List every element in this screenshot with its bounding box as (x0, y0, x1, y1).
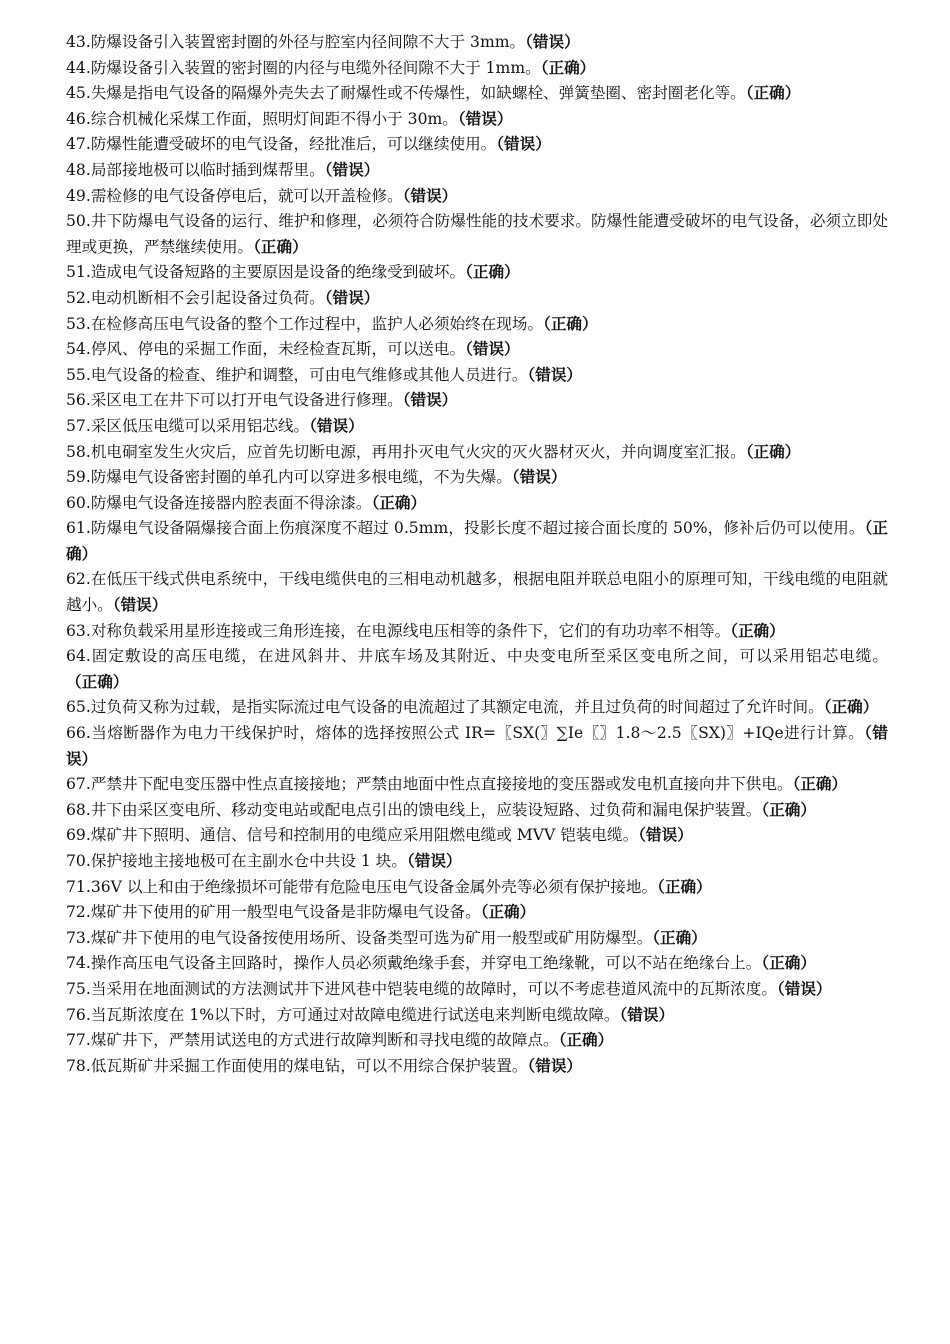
answer-label: （正确） (543, 314, 598, 333)
question-text: 井下由采区变电所、移动变电站或配电点引出的馈电线上，应装设短路、过负荷和漏电保护装置。 (90, 800, 762, 819)
question-item (66, 465, 888, 491)
question-number: 70. (66, 852, 91, 870)
question-number: 49. (66, 186, 91, 205)
question-text: 综合机械化采煤工作面，照明灯间距不得小于 30m。 (90, 109, 458, 128)
question-number: 65. (66, 698, 91, 717)
question-number: 78. (66, 1056, 91, 1075)
question-item (66, 721, 888, 772)
question-text: 电气设备的检查、维护和调整，可由电气维修或其他人员进行。 (90, 365, 528, 384)
question-number: 48. (66, 160, 91, 179)
question-item (66, 132, 888, 158)
answer-label: （错误） (402, 186, 458, 205)
question-number: 50. (66, 212, 91, 231)
question-text: 对称负载采用星形连接或三角形连接，在电源线电压相等的条件下，它们的有功功率不相等。 (90, 621, 731, 640)
question-number: 52. (66, 288, 91, 307)
question-item (66, 158, 888, 184)
question-number: 51. (66, 263, 91, 282)
question-number: 45. (66, 84, 91, 103)
question-item (66, 875, 888, 901)
question-text: 防爆电气设备隔爆接合面上伤痕深度不超过 0.5mm，投影长度不超过接合面长度的 50%，修补后仍可以使用。 (90, 519, 865, 538)
question-item (66, 1028, 888, 1054)
question-text: 在低压干线式供电系统中，干线电缆供电的三相电动机越多，根据电阻并联总电阻小的原理可知，干线电缆的电阻就越小。 (66, 570, 888, 615)
question-item (66, 107, 888, 133)
question-item (66, 440, 888, 466)
question-number: 47. (66, 135, 91, 154)
question-text: 电动机断相不会引起设备过负荷。 (90, 288, 325, 307)
question-number: 69. (66, 826, 91, 845)
question-text: 操作高压电气设备主回路时，操作人员必须戴绝缘手套，并穿电工绝缘靴，可以不站在绝缘台上。 (90, 954, 762, 973)
answer-label: （错误） (496, 135, 551, 154)
question-item (66, 619, 888, 645)
question-item (66, 900, 888, 926)
question-item (66, 337, 888, 363)
question-item (66, 567, 888, 618)
question-number: 63. (66, 621, 91, 640)
question-number: 56. (66, 391, 91, 410)
question-text: 当采用在地面测试的方法测试井下进风巷中铠装电缆的故障时，可以不考虑巷道风流中的瓦斯浓度。 (90, 979, 777, 998)
question-number: 43. (66, 33, 91, 51)
answer-label: （错误） (465, 340, 520, 359)
question-number: 76. (66, 1005, 91, 1024)
answer-label: （正确） (657, 877, 712, 896)
question-number: 71. (66, 877, 91, 896)
question-item (66, 798, 888, 824)
question-item (66, 30, 888, 56)
answer-label: （正确） (823, 698, 879, 717)
question-text: 煤矿井下使用的矿用一般型电气设备是非防爆电气设备。 (90, 903, 481, 922)
answer-label: （错误） (638, 826, 693, 845)
question-item (66, 286, 888, 312)
answer-label: （错误） (309, 416, 364, 435)
answer-label: （错误） (402, 391, 458, 410)
question-number: 53. (66, 314, 91, 333)
question-item (66, 414, 888, 440)
answer-label: （错误） (776, 979, 832, 998)
question-text: 机电硐室发生火灾后，应首先切断电源，再用扑灭电气火灾的灭火器材灭火，并向调度室汇报。 (90, 442, 746, 461)
question-item (66, 516, 888, 567)
question-text: 36V 以上和由于绝缘损坏可能带有危险电压电气设备金属外壳等必须有保护接地。 (90, 877, 658, 896)
question-text: 防爆电气设备连接器内腔表面不得涂漆。 (90, 493, 372, 512)
question-number: 44. (66, 58, 91, 77)
answer-label: （正确） (371, 493, 427, 512)
question-item (66, 312, 888, 338)
question-item (66, 260, 888, 286)
question-number: 61. (66, 519, 91, 538)
question-item (66, 491, 888, 517)
question-text: 在检修高压电气设备的整个工作过程中，监护人必须始终在现场。 (90, 314, 544, 333)
question-number: 46. (66, 109, 91, 128)
question-text: 需检修的电气设备停电后，就可以开盖检修。 (90, 186, 403, 205)
question-number: 74. (66, 954, 91, 973)
question-number: 72. (66, 903, 91, 922)
question-number: 66. (66, 724, 91, 743)
question-item (66, 184, 888, 210)
answer-label: （正确） (745, 442, 801, 461)
answer-label: （正确） (540, 58, 596, 77)
question-number: 67. (66, 775, 91, 794)
question-number: 54. (66, 340, 91, 359)
answer-label: （正确） (66, 519, 888, 563)
question-text: 当熔断器作为电力干线保护时，熔体的选择按照公式 IR=〖SX(〗∑Ie〖〗1.8～2.5〖SX)〗+IQe进行计算。 (90, 724, 865, 743)
question-number: 77. (66, 1031, 91, 1050)
question-text: 低瓦斯矿井采掘工作面使用的煤电钻，可以不用综合保护装置。 (90, 1056, 528, 1075)
question-number: 58. (66, 442, 91, 461)
question-item (66, 81, 888, 107)
answer-label: （错误） (457, 109, 513, 128)
question-number: 62. (66, 570, 91, 589)
answer-label: （错误） (112, 596, 168, 615)
question-item (66, 849, 888, 875)
question-text: 采区低压电缆可以采用铝芯线。 (90, 416, 310, 435)
question-item (66, 56, 888, 82)
answer-label: （正确） (761, 800, 816, 819)
question-number: 55. (66, 365, 91, 384)
answer-label: （错误） (619, 1005, 675, 1024)
question-text: 严禁井下配电变压器中性点直接接地；严禁由地面中性点直接接地的变压器或发电机直接向井下供电。 (90, 775, 793, 794)
question-text: 防爆电气设备密封圈的单孔内可以穿进多根电缆，不为失爆。 (90, 468, 512, 487)
question-item (66, 388, 888, 414)
answer-label: （错误） (527, 365, 583, 384)
question-number: 64. (66, 647, 91, 666)
answer-label: （正确） (792, 775, 848, 794)
question-text: 防爆性能遭受破坏的电气设备，经批准后，可以继续使用。 (90, 135, 497, 154)
answer-label: （正确） (253, 237, 308, 256)
question-item (66, 644, 888, 695)
question-number: 59. (66, 468, 91, 487)
question-text: 保护接地主接地极可在主副水仓中共设 1 块。 (90, 852, 407, 870)
question-text: 局部接地极可以临时插到煤帮里。 (90, 160, 325, 179)
question-text: 失爆是指电气设备的隔爆外壳失去了耐爆性或不传爆性，如缺螺栓、弹簧垫圈、密封圈老化等。 (90, 84, 746, 103)
question-item (66, 363, 888, 389)
question-item (66, 1054, 888, 1080)
question-item (66, 951, 888, 977)
question-text: 停风、停电的采掘工作面，未经检查瓦斯，可以送电。 (90, 340, 466, 359)
answer-label: （错误） (324, 288, 380, 307)
question-item (66, 695, 888, 721)
question-text: 防爆设备引入装置的密封圈的内径与电缆外径间隙不大于 1mm。 (90, 58, 541, 77)
answer-label: （正确） (66, 672, 129, 691)
question-item (66, 977, 888, 1003)
answer-label: （正确） (465, 263, 520, 282)
answer-label: （错误） (511, 468, 567, 487)
question-number: 60. (66, 493, 91, 512)
answer-label: （正确） (745, 84, 801, 103)
question-item (66, 823, 888, 849)
question-item (66, 209, 888, 260)
question-number: 73. (66, 928, 91, 947)
question-number: 57. (66, 416, 91, 435)
question-text: 造成电气设备短路的主要原因是设备的绝缘受到破坏。 (90, 263, 466, 282)
question-number: 75. (66, 979, 91, 998)
answer-label: （错误） (324, 160, 380, 179)
answer-label: （正确） (652, 928, 707, 947)
question-text: 过负荷又称为过载，是指实际流过电气设备的电流超过了其额定电流，并且过负荷的时间超过了允许时间。 (90, 698, 824, 717)
question-text: 固定敷设的高压电缆，在进风斜井、井底车场及其附近、中央变电所至采区变电所之间，可以采用铝芯电缆。 (90, 647, 888, 666)
question-text: 防爆设备引入装置密封圈的外径与腔室内径间隙不大于 3mm。 (90, 33, 526, 51)
question-number: 68. (66, 800, 91, 819)
question-list (66, 30, 888, 1079)
question-text: 采区电工在井下可以打开电气设备进行修理。 (90, 391, 403, 410)
answer-label: （错误） (527, 1056, 583, 1075)
question-text: 煤矿井下，严禁用试送电的方式进行故障判断和寻找电缆的故障点。 (90, 1031, 559, 1050)
answer-label: （正确） (480, 903, 536, 922)
question-item (66, 1003, 888, 1029)
question-item (66, 772, 888, 798)
question-item (66, 926, 888, 952)
answer-label: （错误） (525, 33, 580, 51)
question-text: 煤矿井下照明、通信、信号和控制用的电缆应采用阻燃电缆或 MVV 铠装电缆。 (90, 826, 639, 845)
question-text: 当瓦斯浓度在 1%以下时，方可通过对故障电缆进行试送电来判断电缆故障。 (90, 1005, 620, 1024)
answer-label: （正确） (558, 1031, 614, 1050)
answer-label: （正确） (730, 621, 785, 640)
question-text: 煤矿井下使用的电气设备按使用场所、设备类型可选为矿用一般型或矿用防爆型。 (90, 928, 653, 947)
answer-label: （错误） (406, 852, 462, 870)
answer-label: （错误） (66, 724, 888, 768)
answer-label: （正确） (761, 954, 816, 973)
question-text: 井下防爆电气设备的运行、维护和修理，必须符合防爆性能的技术要求。防爆性能遭受破坏的电气设备，必须立即处理或更换，严禁继续使用。 (66, 212, 888, 256)
